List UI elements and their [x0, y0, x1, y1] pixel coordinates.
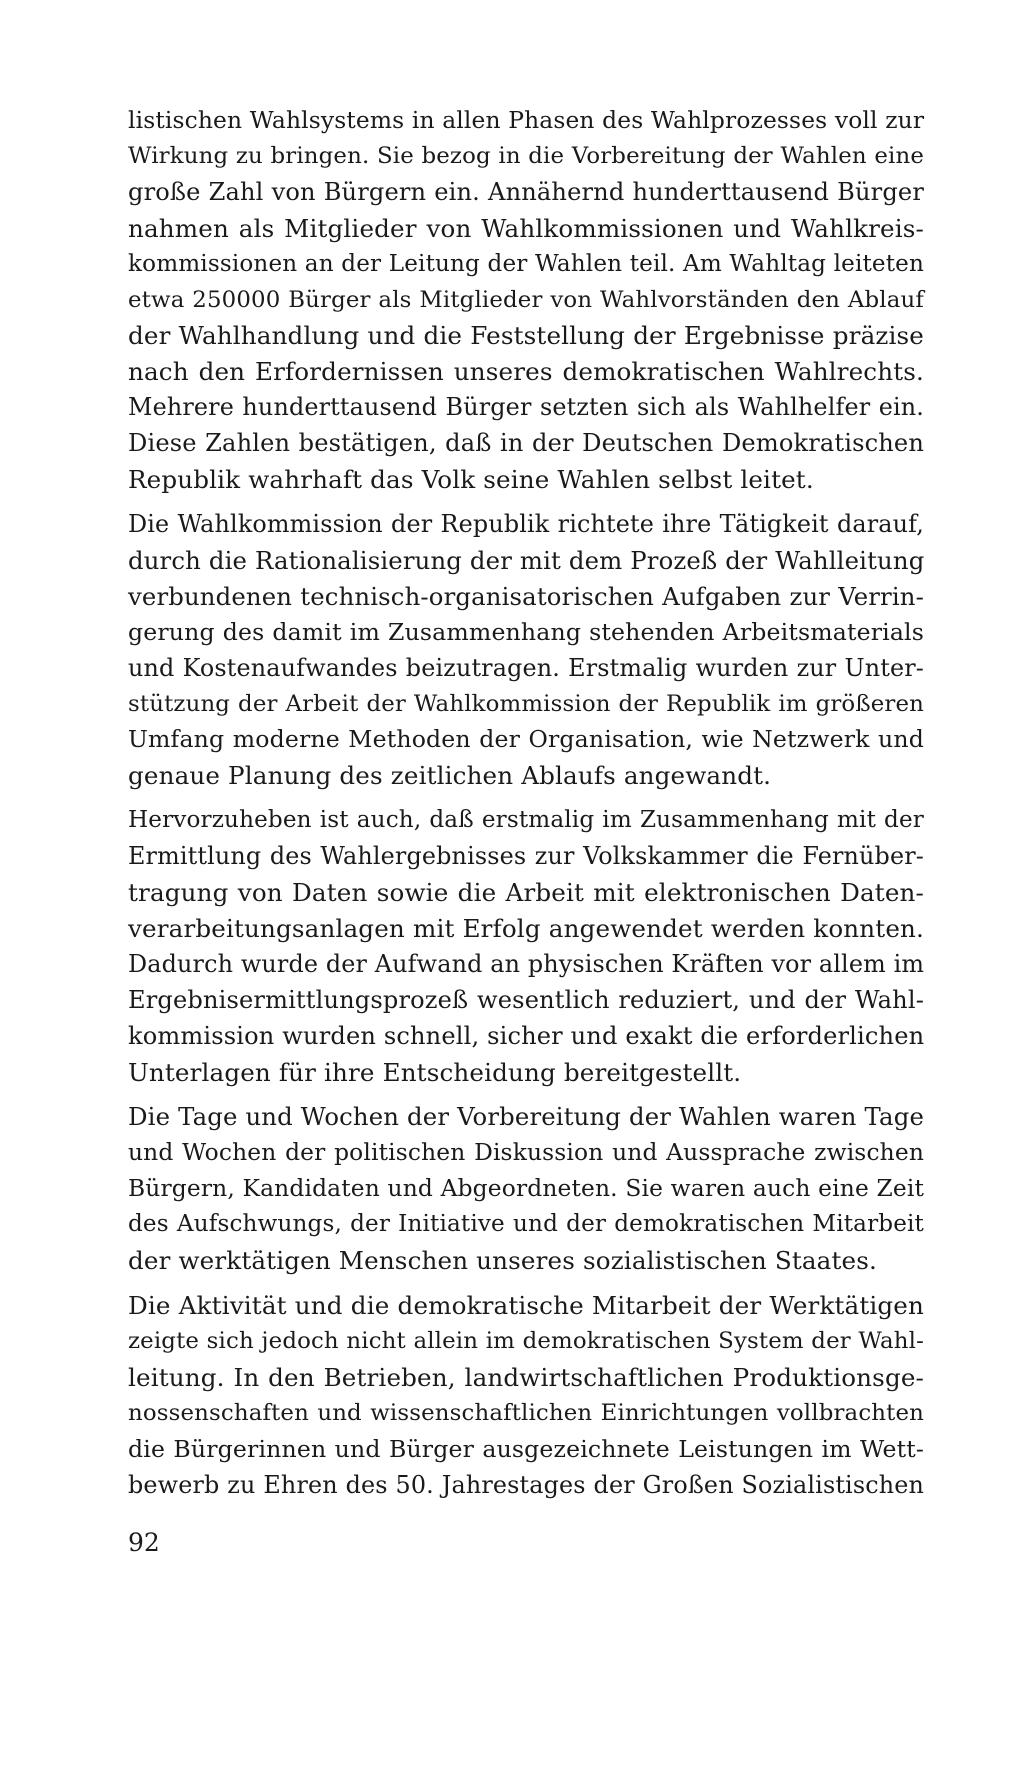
paragraph: [128, 1099, 924, 1279]
page-number: 92: [128, 1528, 160, 1557]
text-line: große Zahl von Bürgern ein. Annähernd hunderttausend Bürger: [128, 177, 924, 206]
text-line: genaue Planung des zeitlichen Ablaufs angewandt.: [128, 761, 772, 791]
paragraph: [128, 803, 924, 1090]
text-line: Republik wahrhaft das Volk seine Wahlen selbst leitet.: [128, 465, 814, 495]
text-line: die Bürgerinnen und Bürger ausgezeichnete Leistungen im Wett-: [128, 1434, 924, 1463]
paragraph: [128, 103, 924, 498]
text-line: stützung der Arbeit der Wahlkommission der Republik im größeren: [128, 690, 924, 717]
text-line: Bürgern, Kandidaten und Abgeordneten. Sie waren auch eine Zeit: [128, 1174, 924, 1203]
body-text: [128, 103, 924, 1512]
text-line: leitung. In den Betrieben, landwirtschaftlichen Produktionsge-: [128, 1362, 924, 1392]
text-line: nahmen als Mitglieder von Wahlkommissionen und Wahlkreis-: [128, 213, 924, 243]
text-line: zeigte sich jedoch nicht allein im demokratischen System der Wahl-: [128, 1327, 924, 1354]
text-line: gerung des damit im Zusammenhang stehenden Arbeitsmaterials: [128, 617, 924, 646]
text-line: nach den Erfordernissen unseres demokratischen Wahlrechts.: [128, 357, 924, 387]
paragraph: [128, 507, 924, 794]
text-line: Dadurch wurde der Aufwand an physischen Kräften vor allem im: [128, 949, 925, 978]
text-line: Diese Zahlen bestätigen, daß in der Deutschen Demokratischen: [128, 429, 924, 458]
text-line: Die Wahlkommission der Republik richtete ihre Tätigkeit darauf,: [128, 509, 924, 538]
paragraph: [128, 1288, 924, 1503]
text-line: Unterlagen für ihre Entscheidung bereitgestellt.: [128, 1057, 742, 1087]
text-line: durch die Rationalisierung der mit dem Prozeß der Wahlleitung: [128, 545, 925, 575]
text-line: Hervorzuheben ist auch, daß erstmalig im Zusammenhang mit der: [128, 807, 924, 834]
text-line: des Aufschwungs, der Initiative und der demokratischen Mitarbeit: [128, 1211, 924, 1238]
text-line: verarbeitungsanlagen mit Erfolg angewendet werden konnten.: [128, 913, 924, 943]
text-line: kommission wurden schnell, sicher und exakt die erforderlichen: [128, 1021, 925, 1050]
text-line: bewerb zu Ehren des 50. Jahrestages der Großen Sozialistischen: [128, 1470, 924, 1499]
text-line: der werktätigen Menschen unseres sozialistischen Staates.: [128, 1246, 877, 1276]
text-line: Umfang moderne Methoden der Organisation, wie Netzwerk und: [128, 725, 924, 754]
text-line: verbundenen technisch-organisatorischen Aufgaben zur Verrin-: [128, 581, 924, 611]
text-line: etwa 250000 Bürger als Mitglieder von Wahlvorständen den Ablauf: [128, 286, 924, 313]
text-line: und Kostenaufwandes beizutragen. Erstmalig wurden zur Unter-: [128, 653, 924, 682]
text-line: und Wochen der politischen Diskussion und Aussprache zwischen: [128, 1138, 924, 1167]
text-line: listischen Wahlsystems in allen Phasen des Wahlprozesses voll zur: [128, 106, 925, 134]
text-line: Die Aktivität und die demokratische Mitarbeit der Werktätigen: [128, 1291, 924, 1320]
text-line: nossenschaften und wissenschaftlichen Einrichtungen vollbrachten: [128, 1399, 924, 1426]
text-line: Wirkung zu bringen. Sie bezog in die Vorbereitung der Wahlen eine: [128, 142, 924, 169]
text-line: Ergebnisermittlungsprozeß wesentlich reduziert, und der Wahl-: [128, 985, 924, 1014]
text-line: der Wahlhandlung und die Feststellung der Ergebnisse präzise: [128, 321, 924, 351]
text-line: Ermittlung des Wahlergebnisses zur Volkskammer die Fernüber-: [128, 842, 924, 871]
text-line: tragung von Daten sowie die Arbeit mit elektronischen Daten-: [128, 878, 924, 908]
text-line: kommissionen an der Leitung der Wahlen teil. Am Wahltag leiteten: [128, 250, 924, 277]
text-line: Mehrere hunderttausend Bürger setzten sich als Wahlhelfer ein.: [128, 393, 924, 422]
text-line: Die Tage und Wochen der Vorbereitung der Wahlen waren Tage: [128, 1102, 924, 1132]
